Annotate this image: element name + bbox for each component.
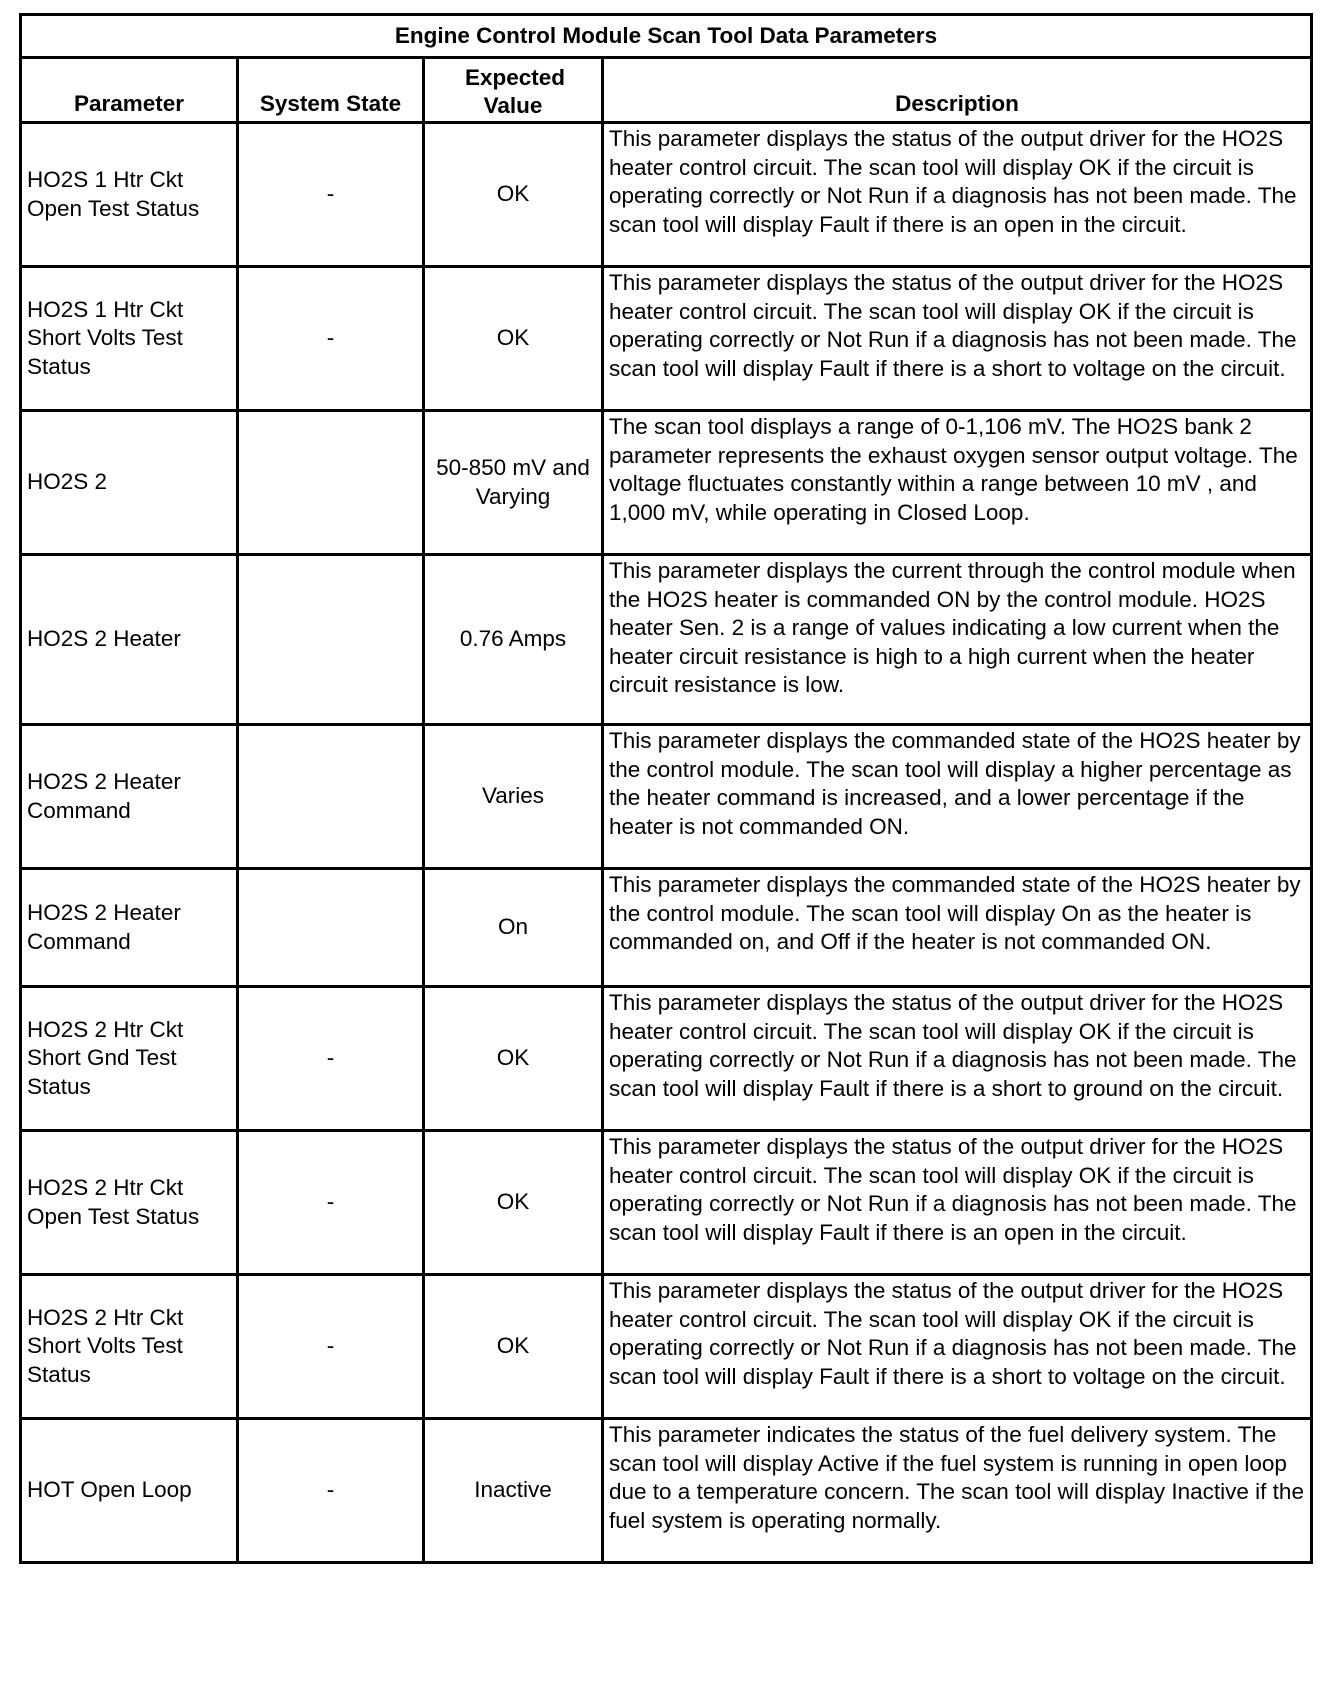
column-header-parameter: Parameter bbox=[21, 58, 238, 123]
parameter-cell: HOT Open Loop bbox=[21, 1419, 238, 1563]
description-cell: This parameter displays the commanded state of the HO2S heater by the control module. The scan tool will display a higher percentage as the heater command is increased, and a lower percentage if the heater is not commanded ON. bbox=[603, 725, 1312, 869]
parameter-cell: HO2S 2 Htr Ckt Short Volts Test Status bbox=[21, 1275, 238, 1419]
expected-value-cell: OK bbox=[424, 123, 603, 267]
expected-value-cell: OK bbox=[424, 1131, 603, 1275]
expected-value-cell: Inactive bbox=[424, 1419, 603, 1563]
table-row bbox=[21, 267, 1312, 411]
expected-value-cell: 50-850 mV and Varying bbox=[424, 411, 603, 555]
column-header-description: Description bbox=[603, 58, 1312, 123]
table-title-row bbox=[21, 15, 1312, 58]
description-cell: This parameter displays the status of the output driver for the HO2S heater control circuit. The scan tool will display OK if the circuit is operating correctly or Not Run if a diagnosis has not been made. The scan tool will display Fault if there is an open in the circuit. bbox=[603, 123, 1312, 267]
parameter-cell: HO2S 1 Htr Ckt Short Volts Test Status bbox=[21, 267, 238, 411]
system-state-cell bbox=[238, 869, 424, 987]
expected-value-cell: On bbox=[424, 869, 603, 987]
description-cell: The scan tool displays a range of 0-1,106 mV. The HO2S bank 2 parameter represents the exhaust oxygen sensor output voltage. The voltage fluctuates constantly within a range between 10 mV , and 1,000 mV, while operating in Closed Loop. bbox=[603, 411, 1312, 555]
table-row bbox=[21, 725, 1312, 869]
system-state-cell: - bbox=[238, 123, 424, 267]
parameter-cell: HO2S 2 Htr Ckt Open Test Status bbox=[21, 1131, 238, 1275]
system-state-cell bbox=[238, 725, 424, 869]
expected-value-cell: OK bbox=[424, 987, 603, 1131]
system-state-cell: - bbox=[238, 267, 424, 411]
system-state-cell: - bbox=[238, 987, 424, 1131]
description-cell: This parameter displays the status of the output driver for the HO2S heater control circuit. The scan tool will display OK if the circuit is operating correctly or Not Run if a diagnosis has not been made. The scan tool will display Fault if there is a short to voltage on the circuit. bbox=[603, 1275, 1312, 1419]
table-row bbox=[21, 411, 1312, 555]
description-cell: This parameter indicates the status of the fuel delivery system. The scan tool will display Active if the fuel system is running in open loop due to a temperature concern. The scan tool will display Inactive if the fuel system is operating normally. bbox=[603, 1419, 1312, 1563]
system-state-cell: - bbox=[238, 1419, 424, 1563]
scan-tool-data-table bbox=[19, 13, 1313, 1564]
parameter-cell: HO2S 2 Heater bbox=[21, 555, 238, 725]
system-state-cell: - bbox=[238, 1275, 424, 1419]
description-cell: This parameter displays the status of the output driver for the HO2S heater control circuit. The scan tool will display OK if the circuit is operating correctly or Not Run if a diagnosis has not been made. The scan tool will display Fault if there is a short to voltage on the circuit. bbox=[603, 267, 1312, 411]
table-row bbox=[21, 1275, 1312, 1419]
parameter-cell: HO2S 2 Heater Command bbox=[21, 869, 238, 987]
table-row bbox=[21, 1131, 1312, 1275]
table-row bbox=[21, 987, 1312, 1131]
description-cell: This parameter displays the status of the output driver for the HO2S heater control circuit. The scan tool will display OK if the circuit is operating correctly or Not Run if a diagnosis has not been made. The scan tool will display Fault if there is a short to ground on the circuit. bbox=[603, 987, 1312, 1131]
description-cell: This parameter displays the current through the control module when the HO2S heater is commanded ON by the control module. HO2S heater Sen. 2 is a range of values indicating a low current when the heater circuit resistance is high to a high current when the heater circuit resistance is low. bbox=[603, 555, 1312, 725]
expected-value-cell: Varies bbox=[424, 725, 603, 869]
parameter-cell: HO2S 2 bbox=[21, 411, 238, 555]
table-row bbox=[21, 869, 1312, 987]
system-state-cell bbox=[238, 411, 424, 555]
parameter-cell: HO2S 2 Htr Ckt Short Gnd Test Status bbox=[21, 987, 238, 1131]
table-row bbox=[21, 123, 1312, 267]
expected-value-cell: OK bbox=[424, 1275, 603, 1419]
table-title: Engine Control Module Scan Tool Data Parameters bbox=[21, 15, 1312, 58]
description-cell: This parameter displays the status of the output driver for the HO2S heater control circuit. The scan tool will display OK if the circuit is operating correctly or Not Run if a diagnosis has not been made. The scan tool will display Fault if there is an open in the circuit. bbox=[603, 1131, 1312, 1275]
system-state-cell: - bbox=[238, 1131, 424, 1275]
expected-value-cell: OK bbox=[424, 267, 603, 411]
parameter-cell: HO2S 2 Heater Command bbox=[21, 725, 238, 869]
table-row bbox=[21, 555, 1312, 725]
expected-value-cell: 0.76 Amps bbox=[424, 555, 603, 725]
system-state-cell bbox=[238, 555, 424, 725]
parameter-cell: HO2S 1 Htr Ckt Open Test Status bbox=[21, 123, 238, 267]
column-header-expected-value: Expected Value bbox=[424, 58, 603, 123]
description-cell: This parameter displays the commanded state of the HO2S heater by the control module. The scan tool will display On as the heater is commanded on, and Off if the heater is not commanded ON. bbox=[603, 869, 1312, 987]
column-header-system-state: System State bbox=[238, 58, 424, 123]
table-header-row bbox=[21, 58, 1312, 123]
table-row bbox=[21, 1419, 1312, 1563]
